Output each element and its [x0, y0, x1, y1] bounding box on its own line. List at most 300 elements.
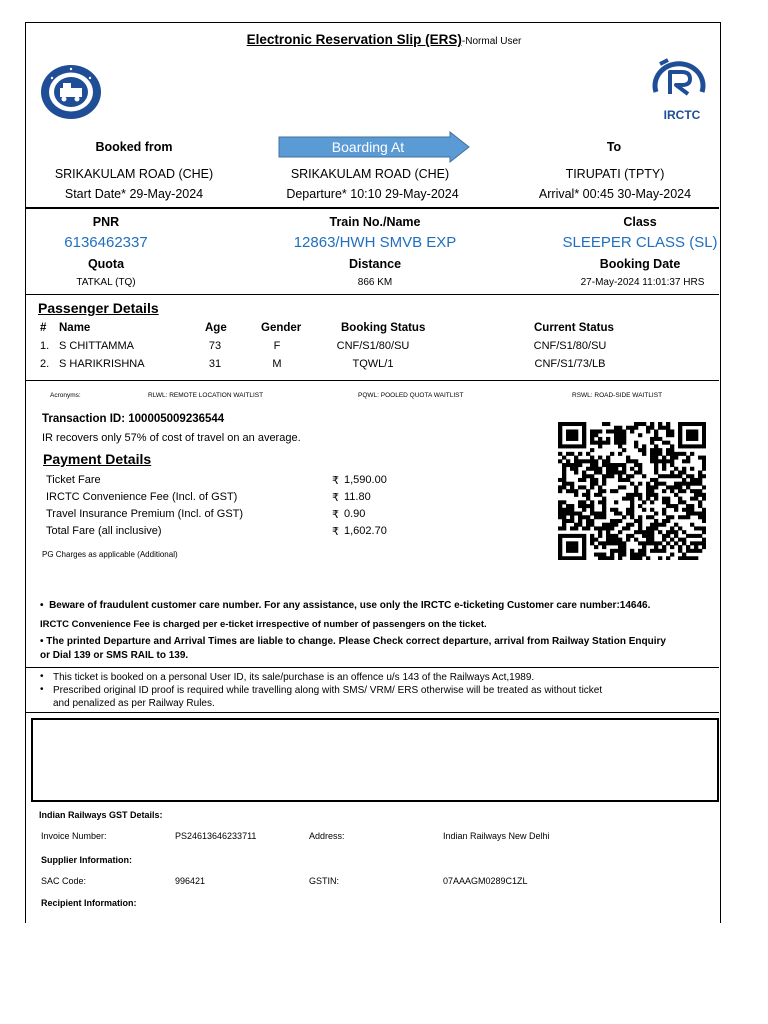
- qr-module: [558, 538, 562, 542]
- qr-module: [702, 474, 706, 478]
- qr-module: [630, 497, 634, 501]
- qr-module: [566, 433, 570, 437]
- qr-module: [686, 429, 690, 433]
- qr-module: [630, 549, 634, 553]
- qr-module: [634, 553, 638, 557]
- qr-module: [574, 470, 578, 474]
- qr-module: [582, 429, 586, 433]
- qr-module: [638, 526, 642, 530]
- qr-module: [650, 478, 654, 482]
- qr-module: [630, 512, 634, 516]
- qr-module: [570, 526, 574, 530]
- qr-module: [606, 422, 610, 426]
- distance-value: 866 KM: [357, 277, 393, 288]
- qr-module: [678, 485, 682, 489]
- qr-module: [690, 556, 694, 560]
- qr-module: [638, 541, 642, 545]
- qr-module: [690, 444, 694, 448]
- qr-module: [634, 485, 638, 489]
- booking-status: CNF/S1/80/SU: [336, 340, 410, 352]
- qr-module: [574, 493, 578, 497]
- qr-module: [578, 459, 582, 463]
- qr-module: [590, 459, 594, 463]
- qr-module: [670, 452, 674, 456]
- passenger-details-heading: Passenger Details: [38, 300, 159, 316]
- qr-module: [690, 474, 694, 478]
- qr-module: [678, 482, 682, 486]
- qr-module: [582, 508, 586, 512]
- qr-module: [682, 422, 686, 426]
- qr-module: [594, 429, 598, 433]
- qr-module: [606, 534, 610, 538]
- qr-module: [630, 534, 634, 538]
- qr-module: [694, 541, 698, 545]
- qr-module: [626, 456, 630, 460]
- qr-module: [694, 556, 698, 560]
- qr-module: [674, 493, 678, 497]
- qr-module: [618, 556, 622, 560]
- qr-module: [670, 459, 674, 463]
- qr-module: [578, 523, 582, 527]
- qr-module: [702, 456, 706, 460]
- qr-module: [594, 459, 598, 463]
- qr-module: [638, 422, 642, 426]
- qr-module: [570, 534, 574, 538]
- qr-module: [674, 504, 678, 508]
- page-title: [0, 32, 768, 47]
- qr-module: [614, 489, 618, 493]
- qr-module: [690, 504, 694, 508]
- qr-module: [678, 545, 682, 549]
- qr-module: [658, 530, 662, 534]
- qr-module: [666, 515, 670, 519]
- qr-module: [662, 456, 666, 460]
- qr-module: [690, 489, 694, 493]
- qr-module: [586, 497, 590, 501]
- qr-module: [650, 485, 654, 489]
- pg-charges-note: PG Charges as applicable (Additional): [42, 550, 178, 559]
- qr-module: [622, 497, 626, 501]
- qr-module: [682, 553, 686, 557]
- qr-module: [574, 489, 578, 493]
- qr-module: [566, 437, 570, 441]
- qr-module: [674, 474, 678, 478]
- qr-module: [630, 504, 634, 508]
- qr-module: [582, 437, 586, 441]
- qr-module: [646, 493, 650, 497]
- boarding-at-label: Boarding At: [331, 139, 405, 155]
- qr-module: [586, 489, 590, 493]
- qr-module: [698, 474, 702, 478]
- qr-module: [654, 437, 658, 441]
- qr-module: [566, 489, 570, 493]
- qr-module: [622, 448, 626, 452]
- qr-module: [654, 519, 658, 523]
- qr-module: [646, 515, 650, 519]
- qr-module: [562, 512, 566, 516]
- pnr-label: PNR: [92, 215, 120, 229]
- qr-module: [606, 429, 610, 433]
- qr-module: [590, 541, 594, 545]
- qr-module: [570, 545, 574, 549]
- qr-module: [626, 534, 630, 538]
- qr-module: [698, 500, 702, 504]
- qr-module: [694, 478, 698, 482]
- qr-module: [594, 553, 598, 557]
- qr-module: [606, 463, 610, 467]
- qr-module: [590, 512, 594, 516]
- qr-module: [590, 467, 594, 471]
- qr-module: [702, 538, 706, 542]
- qr-module: [694, 526, 698, 530]
- qr-module: [606, 526, 610, 530]
- qr-module: [666, 504, 670, 508]
- qr-module: [566, 534, 570, 538]
- qr-module: [646, 530, 650, 534]
- qr-module: [686, 459, 690, 463]
- qr-module: [594, 545, 598, 549]
- qr-module: [582, 493, 586, 497]
- col-age: Age: [205, 322, 227, 334]
- qr-module: [606, 459, 610, 463]
- train-label: Train No./Name: [329, 215, 421, 229]
- qr-module: [682, 489, 686, 493]
- qr-module: [698, 504, 702, 508]
- qr-module: [650, 534, 654, 538]
- qr-module: [634, 459, 638, 463]
- col-name: Name: [59, 322, 91, 334]
- rupee-symbol: ₹: [332, 492, 339, 504]
- qr-module: [622, 433, 626, 437]
- qr-module: [654, 448, 658, 452]
- qr-module: [670, 429, 674, 433]
- qr-module: [566, 459, 570, 463]
- qr-module: [602, 545, 606, 549]
- rupee-symbol: ₹: [332, 526, 339, 538]
- qr-module: [626, 508, 630, 512]
- qr-module: [574, 456, 578, 460]
- qr-module: [602, 459, 606, 463]
- qr-module: [654, 478, 658, 482]
- qr-module: [682, 452, 686, 456]
- qr-module: [658, 448, 662, 452]
- qr-module: [662, 512, 666, 516]
- qr-module: [678, 538, 682, 542]
- qr-module: [678, 433, 682, 437]
- qr-module: [566, 422, 570, 426]
- qr-module: [558, 429, 562, 433]
- qr-module: [618, 470, 622, 474]
- qr-module: [694, 534, 698, 538]
- qr-module: [698, 489, 702, 493]
- qr-module: [642, 474, 646, 478]
- qr-module: [606, 437, 610, 441]
- qr-module: [686, 534, 690, 538]
- qr-module: [582, 515, 586, 519]
- qr-module: [682, 530, 686, 534]
- qr-module: [570, 429, 574, 433]
- qr-module: [618, 437, 622, 441]
- qr-module: [610, 470, 614, 474]
- qr-module: [634, 426, 638, 430]
- bullet-icon: •: [40, 684, 44, 695]
- qr-module: [638, 515, 642, 519]
- qr-module: [562, 474, 566, 478]
- qr-module: [590, 504, 594, 508]
- qr-module: [642, 534, 646, 538]
- qr-module: [622, 485, 626, 489]
- qr-module: [558, 541, 562, 545]
- qr-module: [630, 500, 634, 504]
- qr-module: [686, 482, 690, 486]
- qr-module: [694, 444, 698, 448]
- qr-module: [590, 441, 594, 445]
- qr-module: [590, 500, 594, 504]
- payment-label: Travel Insurance Premium (Incl. of GST): [46, 508, 244, 520]
- ers-title: Electronic Reservation Slip (ERS): [246, 32, 462, 47]
- qr-module: [574, 459, 578, 463]
- qr-module: [654, 523, 658, 527]
- qr-module: [626, 526, 630, 530]
- qr-module: [618, 538, 622, 542]
- qr-module: [614, 549, 618, 553]
- qr-module: [622, 478, 626, 482]
- qr-module: [670, 526, 674, 530]
- qr-module: [602, 463, 606, 467]
- qr-module: [622, 441, 626, 445]
- qr-module: [686, 504, 690, 508]
- qr-module: [582, 422, 586, 426]
- qr-module: [658, 482, 662, 486]
- qr-module: [618, 512, 622, 516]
- qr-module: [702, 526, 706, 530]
- qr-module: [630, 515, 634, 519]
- qr-module: [582, 478, 586, 482]
- qr-module: [618, 549, 622, 553]
- qr-module: [558, 489, 562, 493]
- qr-module: [614, 519, 618, 523]
- boarding-station: SRIKAKULAM ROAD (CHE): [290, 167, 450, 181]
- qr-module: [618, 441, 622, 445]
- qr-module: [558, 444, 562, 448]
- qr-module: [598, 530, 602, 534]
- qr-module: [574, 556, 578, 560]
- qr-module: [598, 526, 602, 530]
- qr-module: [610, 467, 614, 471]
- qr-module: [610, 556, 614, 560]
- qr-module: [702, 497, 706, 501]
- payment-label: Total Fare (all inclusive): [46, 525, 162, 537]
- rupee-symbol: ₹: [332, 475, 339, 487]
- qr-module: [634, 422, 638, 426]
- recipient-info-label: Recipient Information:: [41, 898, 137, 908]
- qr-module: [646, 489, 650, 493]
- qr-module: [594, 538, 598, 542]
- payment-amount: 1,602.70: [344, 525, 387, 537]
- qr-module: [638, 448, 642, 452]
- qr-module: [654, 512, 658, 516]
- to-label: To: [606, 140, 622, 154]
- qr-module: [614, 500, 618, 504]
- qr-module: [578, 478, 582, 482]
- qr-module: [558, 549, 562, 553]
- qr-module: [586, 515, 590, 519]
- qr-module: [626, 459, 630, 463]
- col-booking-status: Booking Status: [341, 322, 426, 334]
- qr-module: [702, 467, 706, 471]
- payment-label: IRCTC Convenience Fee (Incl. of GST): [46, 491, 238, 503]
- qr-module: [598, 556, 602, 560]
- qr-module: [630, 493, 634, 497]
- qr-module: [670, 448, 674, 452]
- qr-module: [610, 463, 614, 467]
- qr-module: [586, 467, 590, 471]
- qr-module: [662, 508, 666, 512]
- convenience-notice: IRCTC Convenience Fee is charged per e-ticket irrespective of number of passengers on the ticket.: [40, 619, 487, 630]
- divider: [25, 712, 719, 713]
- qr-module: [646, 556, 650, 560]
- qr-module: [598, 470, 602, 474]
- qr-module: [574, 549, 578, 553]
- passenger-gender: F: [273, 340, 281, 352]
- times-notice-line2: or Dial 139 or SMS RAIL to 139.: [40, 650, 189, 661]
- qr-module: [630, 426, 634, 430]
- qr-module: [678, 526, 682, 530]
- qr-module: [690, 452, 694, 456]
- qr-module: [570, 556, 574, 560]
- payment-amount: 1,590.00: [344, 474, 387, 486]
- invoice-value: PS24613646233711: [175, 831, 257, 841]
- qr-module: [578, 519, 582, 523]
- ers-subtitle: -Normal User: [461, 36, 522, 47]
- qr-module: [562, 523, 566, 527]
- qr-module: [598, 429, 602, 433]
- qr-module: [638, 482, 642, 486]
- qr-module: [598, 456, 602, 460]
- qr-module: [694, 437, 698, 441]
- qr-module: [610, 519, 614, 523]
- qr-module: [630, 556, 634, 560]
- pnr-value: 6136462337: [64, 234, 148, 251]
- qr-module: [666, 426, 670, 430]
- qr-module: [666, 485, 670, 489]
- qr-module: [574, 523, 578, 527]
- qr-module: [570, 485, 574, 489]
- qr-module: [618, 478, 622, 482]
- qr-module: [666, 541, 670, 545]
- qr-module: [678, 426, 682, 430]
- id-proof-notice-line2: and penalized as per Railway Rules.: [53, 698, 215, 709]
- transaction-id: Transaction ID: 100005009236544: [42, 413, 225, 425]
- qr-module: [634, 470, 638, 474]
- arrival-time: Arrival* 00:45 30-May-2024: [538, 187, 692, 201]
- qr-module: [558, 504, 562, 508]
- qr-module: [678, 515, 682, 519]
- qr-module: [558, 508, 562, 512]
- qr-module: [650, 508, 654, 512]
- qr-module: [578, 463, 582, 467]
- qr-module: [682, 459, 686, 463]
- qr-module: [638, 556, 642, 560]
- qr-module: [662, 519, 666, 523]
- qr-module: [626, 474, 630, 478]
- qr-module: [662, 426, 666, 430]
- qr-module: [582, 526, 586, 530]
- qr-module: [614, 433, 618, 437]
- qr-module: [662, 545, 666, 549]
- qr-module: [650, 493, 654, 497]
- qr-module: [686, 474, 690, 478]
- qr-module: [614, 512, 618, 516]
- divider: [25, 207, 719, 209]
- qr-module: [646, 485, 650, 489]
- qr-module: [622, 526, 626, 530]
- qr-module: [566, 541, 570, 545]
- qr-module: [634, 530, 638, 534]
- qr-module: [698, 512, 702, 516]
- payment-amount: 11.80: [344, 491, 371, 503]
- qr-module: [630, 474, 634, 478]
- qr-module: [586, 526, 590, 530]
- qr-module: [654, 470, 658, 474]
- qr-module: [558, 478, 562, 482]
- acronym-rswl: RSWL: ROAD-SIDE WAITLIST: [572, 392, 663, 399]
- qr-module: [618, 519, 622, 523]
- qr-module: [602, 441, 606, 445]
- class-label: Class: [623, 215, 657, 229]
- qr-module: [654, 545, 658, 549]
- qr-module: [590, 508, 594, 512]
- qr-module: [650, 422, 654, 426]
- qr-module: [686, 515, 690, 519]
- qr-module: [678, 500, 682, 504]
- qr-module: [702, 519, 706, 523]
- qr-module: [574, 429, 578, 433]
- qr-module: [626, 512, 630, 516]
- qr-module: [642, 541, 646, 545]
- qr-module: [686, 556, 690, 560]
- qr-module: [654, 541, 658, 545]
- qr-module: [590, 463, 594, 467]
- personal-id-notice: This ticket is booked on a personal User ID, its sale/purchase is an offence u/s 143 of the Railways Act,1989.: [53, 672, 535, 683]
- qr-module: [682, 470, 686, 474]
- qr-module: [690, 523, 694, 527]
- qr-module: [698, 444, 702, 448]
- qr-module: [638, 530, 642, 534]
- qr-module: [702, 530, 706, 534]
- qr-module: [614, 463, 618, 467]
- qr-module: [634, 493, 638, 497]
- booked-from-label: Booked from: [95, 140, 173, 154]
- qr-module: [698, 493, 702, 497]
- qr-module: [686, 545, 690, 549]
- qr-module: [650, 448, 654, 452]
- qr-module: [642, 452, 646, 456]
- qr-module: [686, 422, 690, 426]
- qr-module: [574, 467, 578, 471]
- qr-module: [630, 523, 634, 527]
- qr-module: [618, 444, 622, 448]
- qr-module: [594, 463, 598, 467]
- fraud-notice: • Beware of fraudulent customer care number. For any assistance, use only the IRCTC e-ticketing Customer care number:14646.: [40, 600, 651, 611]
- qr-module: [610, 523, 614, 527]
- qr-module: [654, 549, 658, 553]
- qr-module: [634, 519, 638, 523]
- qr-module: [558, 459, 562, 463]
- qr-module: [598, 553, 602, 557]
- qr-module: [618, 433, 622, 437]
- qr-module: [598, 534, 602, 538]
